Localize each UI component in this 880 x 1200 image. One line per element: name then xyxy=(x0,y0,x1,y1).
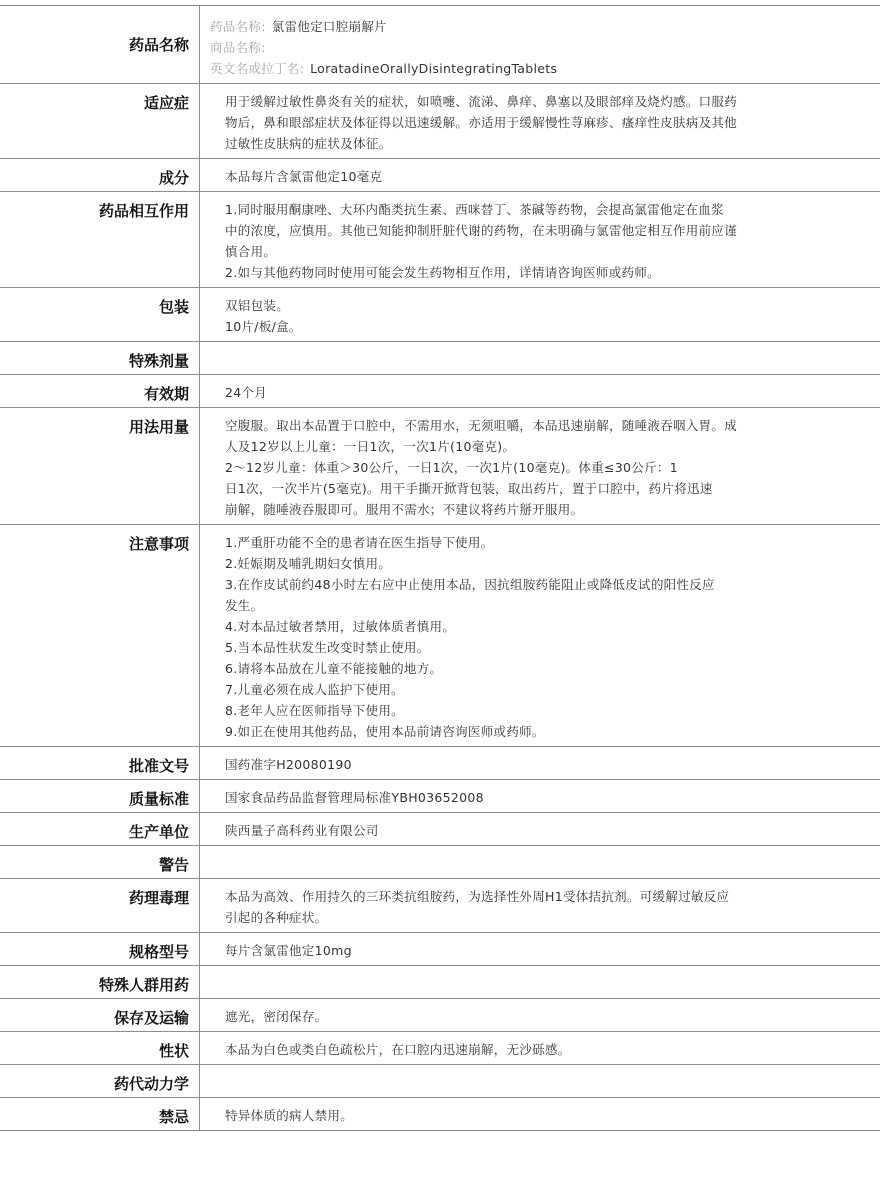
row-label: 规格型号 xyxy=(0,933,200,965)
row-value xyxy=(200,780,880,812)
row-value xyxy=(200,288,880,341)
text-line: 8.老年人应在医师指导下使用。 xyxy=(225,703,404,718)
row-value xyxy=(200,846,880,878)
text-line: 4.对本品过敏者禁用，过敏体质者慎用。 xyxy=(225,619,456,634)
row-value xyxy=(200,1032,880,1064)
text-line: 5.当本品性状发生改变时禁止使用。 xyxy=(225,640,430,655)
text-line: 1.严重肝功能不全的患者请在医生指导下使用。 xyxy=(225,535,494,550)
row-package xyxy=(0,288,880,342)
row-value xyxy=(200,1065,880,1097)
row-specification xyxy=(0,933,880,966)
text-line: 崩解，随唾液吞服即可。服用不需水；不建议将药片掰开服用。 xyxy=(225,502,584,517)
text-line: 双铝包装。 xyxy=(225,298,290,313)
text-line: 人及12岁以上儿童：一日1次，一次1片(10毫克)。 xyxy=(225,439,516,454)
row-label: 包装 xyxy=(0,288,200,341)
text-line: 本品每片含氯雷他定10毫克 xyxy=(225,169,383,184)
row-interactions xyxy=(0,192,880,288)
row-quality-standard xyxy=(0,780,880,813)
row-dosage xyxy=(0,408,880,525)
row-description xyxy=(0,1032,880,1065)
text-line: 发生。 xyxy=(225,598,264,613)
text-line: 引起的各种症状。 xyxy=(225,910,328,925)
table-rows xyxy=(0,84,880,1131)
text-line: 过敏性皮肤病的症状及体征。 xyxy=(225,136,392,151)
text-line: 1.同时服用酮康唑、大环内酯类抗生素、西咪替丁、茶碱等药物，会提高氯雷他定在血浆 xyxy=(225,202,724,217)
row-label: 成分 xyxy=(0,159,200,191)
row-ingredients xyxy=(0,159,880,192)
row-label: 特殊人群用药 xyxy=(0,966,200,998)
row-label: 保存及运输 xyxy=(0,999,200,1031)
row-precautions xyxy=(0,525,880,747)
row-value xyxy=(200,192,880,287)
text-line: 物后，鼻和眼部症状及体征得以迅速缓解。亦适用于缓解慢性荨麻疹、瘙痒性皮肤病及其他 xyxy=(225,115,738,130)
row-value xyxy=(200,879,880,932)
row-indications xyxy=(0,84,880,159)
row-value xyxy=(200,159,880,191)
text-line: 本品为白色或类白色疏松片，在口腔内迅速崩解，无沙砾感。 xyxy=(225,1042,571,1057)
row-label: 药品名称 xyxy=(0,6,200,83)
row-special-dosage xyxy=(0,342,880,375)
row-label: 生产单位 xyxy=(0,813,200,845)
row-label: 药代动力学 xyxy=(0,1065,200,1097)
text-line: 本品为高效、作用持久的三环类抗组胺药，为选择性外周H1受体拮抗剂。可缓解过敏反应 xyxy=(225,889,730,904)
row-value xyxy=(200,375,880,407)
text-line: 慎合用。 xyxy=(225,244,277,259)
text-line: 国家食品药品监督管理局标准YBH03652008 xyxy=(225,790,484,805)
text-line: 空腹服。取出本品置于口腔中，不需用水，无须咀嚼，本品迅速崩解，随唾液吞咽入胃。成 xyxy=(225,418,738,433)
row-value xyxy=(200,408,880,524)
generic-name-line: 药品名称: 氯雷他定口腔崩解片 xyxy=(210,19,387,34)
row-value xyxy=(200,747,880,779)
text-line: 国药准字H20080190 xyxy=(225,757,352,772)
row-label: 特殊剂量 xyxy=(0,342,200,374)
text-line: 特异体质的病人禁用。 xyxy=(225,1108,354,1123)
row-storage xyxy=(0,999,880,1032)
text-line: 24个月 xyxy=(225,385,268,400)
drug-info-table xyxy=(0,5,880,1131)
text-line: 2～12岁儿童：体重＞30公斤，一日1次，一次1片(10毫克)。体重≤30公斤：1 xyxy=(225,460,678,475)
row-label: 药品相互作用 xyxy=(0,192,200,287)
row-special-population xyxy=(0,966,880,999)
row-label: 注意事项 xyxy=(0,525,200,746)
row-value xyxy=(200,999,880,1031)
row-value xyxy=(200,84,880,158)
row-contraindications xyxy=(0,1098,880,1131)
row-approval-number xyxy=(0,747,880,780)
text-line: 每片含氯雷他定10mg xyxy=(225,943,352,958)
row-value xyxy=(200,966,880,998)
row-value xyxy=(200,813,880,845)
text-line: 中的浓度，应慎用。其他已知能抑制肝脏代谢的药物，在未明确与氯雷他定相互作用前应谨 xyxy=(225,223,738,238)
row-value xyxy=(200,933,880,965)
row-label: 批准文号 xyxy=(0,747,200,779)
row-warning xyxy=(0,846,880,879)
row-validity xyxy=(0,375,880,408)
text-line: 2.妊娠期及哺乳期妇女慎用。 xyxy=(225,556,392,571)
row-value xyxy=(200,6,880,83)
text-line: 6.请将本品放在儿童不能接触的地方。 xyxy=(225,661,443,676)
row-label: 性状 xyxy=(0,1032,200,1064)
row-label: 有效期 xyxy=(0,375,200,407)
text-line: 陕西量子高科药业有限公司 xyxy=(225,823,379,838)
row-pharmacokinetics xyxy=(0,1065,880,1098)
row-pharmacology xyxy=(0,879,880,933)
row-label: 质量标准 xyxy=(0,780,200,812)
row-value xyxy=(200,1098,880,1130)
row-label: 禁忌 xyxy=(0,1098,200,1130)
row-label: 警告 xyxy=(0,846,200,878)
text-line: 10片/板/盒。 xyxy=(225,319,302,334)
text-line: 遮光，密闭保存。 xyxy=(225,1009,328,1024)
row-label: 适应症 xyxy=(0,84,200,158)
text-line: 2.如与其他药物同时使用可能会发生药物相互作用，详情请咨询医师或药师。 xyxy=(225,265,660,280)
text-line: 9.如正在使用其他药品，使用本品前请咨询医师或药师。 xyxy=(225,724,545,739)
row-manufacturer xyxy=(0,813,880,846)
text-line: 7.儿童必须在成人监护下使用。 xyxy=(225,682,404,697)
text-line: 用于缓解过敏性鼻炎有关的症状，如喷嚏、流涕、鼻痒、鼻塞以及眼部痒及烧灼感。口服药 xyxy=(225,94,738,109)
row-label: 药理毒理 xyxy=(0,879,200,932)
text-line: 3.在作皮试前约48小时左右应中止使用本品，因抗组胺药能阻止或降低皮试的阳性反应 xyxy=(225,577,715,592)
trade-name-line: 商品名称: xyxy=(210,40,266,55)
row-value xyxy=(200,342,880,374)
row-drug-name xyxy=(0,6,880,84)
english-name-line: 英文名或拉丁名: LoratadineOrallyDisintegratingTablets xyxy=(210,61,558,76)
text-line: 日1次，一次半片(5毫克)。用干手撕开掀背包装，取出药片，置于口腔中，药片将迅速 xyxy=(225,481,713,496)
row-value xyxy=(200,525,880,746)
row-label: 用法用量 xyxy=(0,408,200,524)
